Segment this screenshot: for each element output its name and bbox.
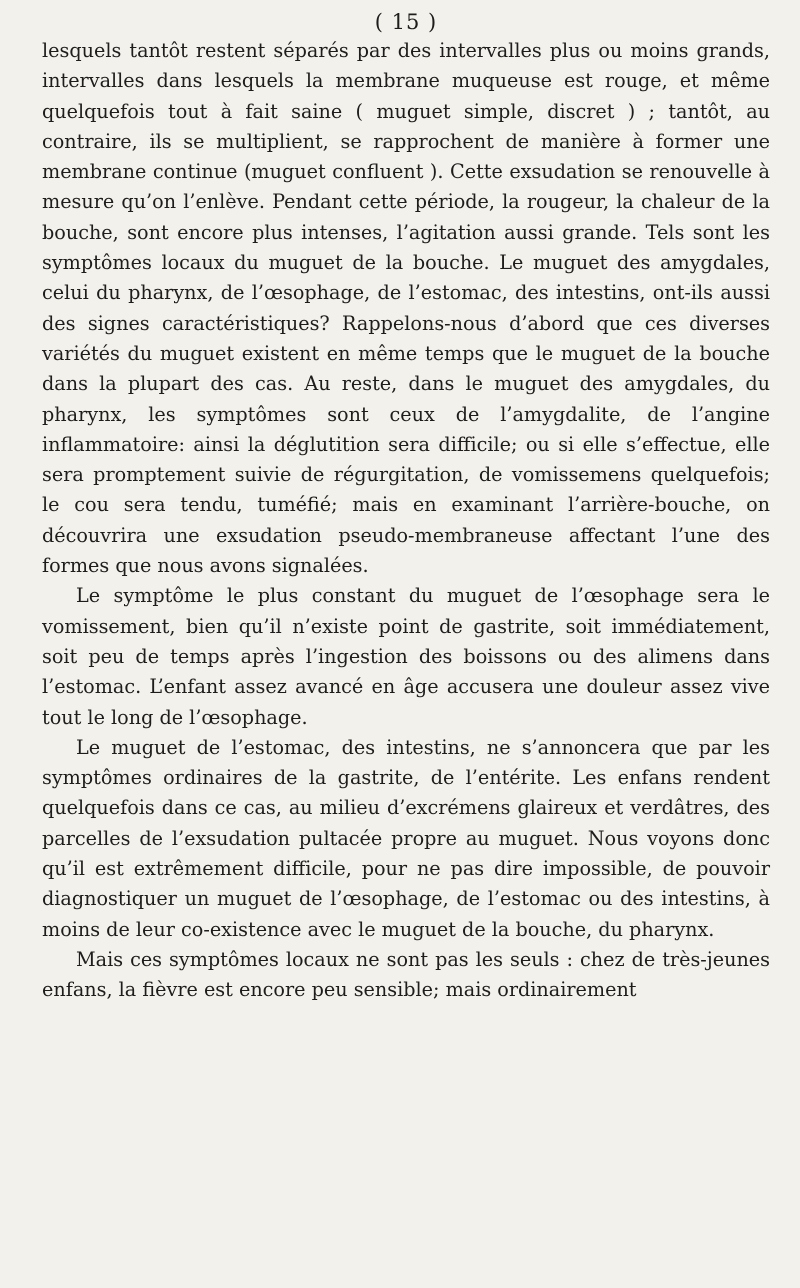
page-number: ( 15 ) (374, 10, 438, 34)
paragraph-1: lesquels tantôt restent séparés par des intervalles plus ou moins grands, intervalles dans lesquels la membrane muqueuse est rouge, et même quelquefois tout à fait saine ( muguet simple, discret ) ; tantôt, au contraire, ils se multiplient, se rapprochent de manière à former une membrane continue (muguet confluent ). Cette exsudation se renouvelle à mesure qu’on l’enlève. Pendant cette période, la rougeur, la chaleur de la bouche, sont encore plus intenses, l’agitation aussi grande. Tels sont les symptômes locaux du muguet de la bouche. Le muguet des amygdales, celui du pharynx, de l’œsophage, de l’estomac, des intestins, ont-ils aussi des signes caractéristiques? Rappelons-nous d’abord que ces diverses variétés du muguet existent en même temps que le muguet de la bouche dans la plupart des cas. Au reste, dans le muguet des amygdales, du pharynx, les symptômes sont ceux de l’amygdalite, de l’angine inflammatoire: ainsi la déglutition sera difficile; ou si elle s’effectue, elle sera promptement suivie de régurgitation, de vomissemens quelquefois; le cou sera tendu, tuméfié; mais en examinant l’arrière-bouche, on découvrira une exsudation pseudo-membraneuse affectant l’une des formes que nous avons signalées. (42, 39, 770, 578)
paragraph-4: Mais ces symptômes locaux ne sont pas les seuls : chez de très-jeunes enfans, la fièvre est encore peu sensible; mais ordinairement (42, 947, 770, 1002)
paragraph-3: Le muguet de l’estomac, des intestins, ne s’annoncera que par les symptômes ordinaires de la gastrite, de l’entérite. Les enfans rendent quelquefois dans ce cas, au milieu d’excrémens glaireux et verdâtres, des parcelles de l’exsudation pultacée propre au muguet. Nous voyons donc qu’il est extrêmement difficile, pour ne pas dire impossible, de pouvoir diagnostiquer un muguet de l’œsophage, de l’estomac ou des intestins, à moins de leur co-existence avec le muguet de la bouche, du pharynx. (42, 735, 770, 941)
paragraph-2: Le symptôme le plus constant du muguet de l’œsophage sera le vomissement, bien qu’il n’existe point de gastrite, soit immédiatement, soit peu de temps après l’ingestion des boissons ou des alimens dans l’estomac. L’enfant assez avancé en âge accusera une douleur assez vive tout le long de l’œsophage. (42, 584, 770, 729)
